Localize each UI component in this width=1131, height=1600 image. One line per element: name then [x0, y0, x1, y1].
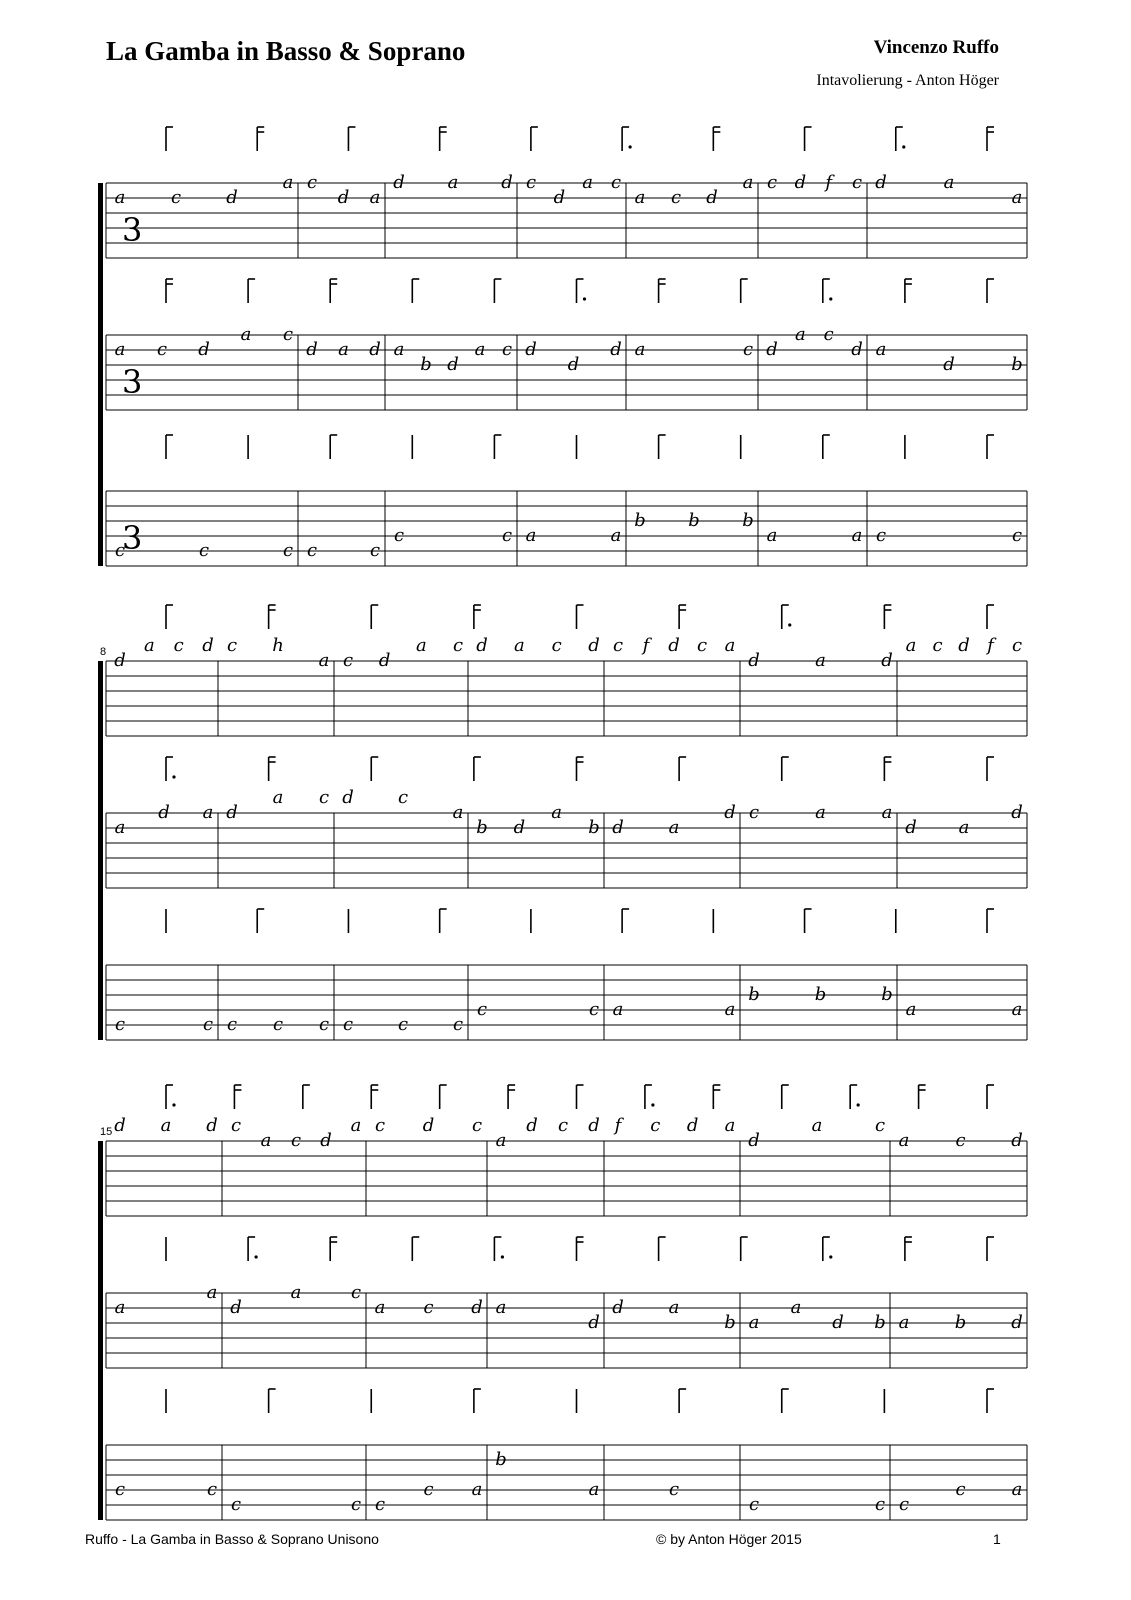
tab-letter: d [881, 650, 893, 671]
tab-letter: d [748, 650, 760, 671]
tab-letter: c [114, 1479, 126, 1500]
tab-letter: a [905, 999, 917, 1020]
tab-letter: a [898, 1130, 910, 1151]
tab-letter: a [811, 1115, 823, 1136]
tab-letter: d [422, 1115, 435, 1136]
tab-letter: b [634, 510, 646, 531]
time-signature: 3 [122, 363, 143, 401]
tab-letter: a [724, 999, 736, 1020]
footer-piece-info: Ruffo - La Gamba in Basso & Soprano Unisono [85, 1531, 379, 1547]
tab-letter: a [495, 1130, 507, 1151]
rhythm-dot [651, 1103, 654, 1106]
tab-letter: c [397, 787, 409, 808]
tab-letter: a [272, 787, 284, 808]
tab-letter: c [612, 635, 624, 656]
tab-letter: d [851, 339, 863, 360]
composer-name: Vincenzo Ruffo [873, 37, 999, 58]
tab-letter: c [306, 172, 318, 193]
tab-letter: a [851, 525, 863, 546]
tab-letter: b [874, 1312, 886, 1333]
tab-letter: d [447, 354, 459, 375]
tab-letter: c [374, 1115, 386, 1136]
tab-letter: d [1011, 1130, 1023, 1151]
tab-letter: a [206, 1282, 218, 1303]
tab-letter: a [875, 339, 887, 360]
tab-letter: d [525, 339, 537, 360]
tab-letter: a [881, 802, 893, 823]
tab-letter: a [742, 172, 754, 193]
tab-letter: d [1011, 802, 1023, 823]
rhythm-dot [788, 623, 791, 626]
rhythm-dot [902, 145, 905, 148]
tab-letter: d [724, 802, 736, 823]
tab-letter: f [987, 635, 994, 656]
tab-letter: c [823, 324, 834, 345]
tab-letter: c [206, 1479, 218, 1500]
tab-letter: d [766, 339, 778, 360]
tab-letter: f [614, 1115, 622, 1136]
tab-letter: a [452, 802, 464, 823]
system-bracket [98, 183, 103, 566]
time-signature: 3 [122, 211, 143, 249]
tab-letter: c [1011, 635, 1023, 656]
tab-letter: c [230, 1494, 242, 1515]
tab-letter: d [501, 172, 513, 193]
rhythm-dot [172, 1103, 175, 1106]
tab-letter: h [272, 635, 284, 656]
tab-letter: c [114, 1014, 126, 1035]
tab-letter: c [766, 172, 778, 193]
tab-letter: d [588, 1115, 600, 1136]
tab-letter: a [790, 1297, 802, 1318]
tab-letter: d [198, 339, 210, 360]
tab-letter: b [495, 1449, 507, 1470]
tab-letter: d [553, 187, 566, 208]
tab-letter: c [342, 650, 354, 671]
tab-letter: c [668, 1479, 680, 1500]
tab-letter: d [306, 339, 318, 360]
tab-letter: a [447, 172, 459, 193]
tab-letter: a [282, 172, 294, 193]
tab-letter: c [393, 525, 405, 546]
rhythm-dot [829, 1255, 832, 1258]
tab-letter: d [1011, 1312, 1023, 1333]
tab-letter: b [588, 817, 600, 838]
measure-number: 15 [100, 1126, 113, 1138]
tab-letter: d [588, 635, 600, 656]
tab-letter: c [551, 635, 562, 656]
tab-letter: d [686, 1115, 699, 1136]
tab-letter: c [557, 1115, 569, 1136]
tab-letter: c [670, 187, 682, 208]
tab-letter: c [610, 172, 622, 193]
tab-letter: c [170, 187, 182, 208]
tab-letter: c [874, 1494, 886, 1515]
tab-letter: a [114, 817, 126, 838]
tab-letter: a [1011, 999, 1023, 1020]
rhythm-dot [501, 1255, 504, 1258]
tab-letter: d [230, 1297, 242, 1318]
tab-letter: a [525, 525, 537, 546]
tab-letter: d [158, 802, 170, 823]
tab-letter: a [898, 1312, 910, 1333]
tab-letter: c [350, 1282, 362, 1303]
tab-letter: c [226, 1014, 238, 1035]
tab-letter: c [955, 1130, 966, 1151]
tab-letter: d [943, 354, 955, 375]
tab-letter: a [815, 802, 826, 823]
tab-letter: b [742, 510, 754, 531]
tab-letter: c [282, 324, 294, 345]
rhythm-dot [255, 1255, 258, 1258]
tab-letter: c [874, 1115, 886, 1136]
tab-letter: d [794, 172, 807, 193]
tab-letter: c [875, 525, 887, 546]
tab-letter: c [282, 540, 294, 561]
tab-letter: d [114, 1115, 126, 1136]
tab-letter: d [612, 817, 624, 838]
tab-letter: d [706, 187, 718, 208]
tab-letter: c [397, 1014, 409, 1035]
tab-letter: d [513, 817, 526, 838]
tab-letter: a [114, 339, 126, 360]
tab-letter: c [452, 635, 464, 656]
tab-letter: d [342, 787, 354, 808]
tab-letter: c [318, 787, 330, 808]
tab-letter: a [582, 172, 594, 193]
arranger-credit: Intavolierung - Anton Höger [816, 72, 999, 89]
tab-letter: a [290, 1282, 302, 1303]
tab-letter: a [766, 525, 778, 546]
tab-letter: c [476, 999, 488, 1020]
tab-letter: a [350, 1115, 362, 1136]
tab-letter: a [905, 635, 917, 656]
measure-number: 8 [100, 646, 107, 658]
tab-letter: a [393, 339, 405, 360]
tab-letter: d [668, 635, 680, 656]
time-signature: 3 [122, 519, 143, 557]
tab-letter: a [551, 802, 563, 823]
tab-letter: c [501, 525, 513, 546]
tab-letter: b [688, 510, 700, 531]
tab-letter: b [881, 984, 893, 1005]
rhythm-dot [583, 297, 586, 300]
tab-letter: c [696, 635, 708, 656]
tab-letter: a [748, 1312, 760, 1333]
tab-letter: c [290, 1130, 302, 1151]
tab-letter: c [748, 1494, 760, 1515]
tab-letter: b [1011, 354, 1023, 375]
tab-letter: d [337, 187, 350, 208]
tab-letter: c [588, 999, 600, 1020]
tab-letter: d [206, 1115, 218, 1136]
tab-letter: c [955, 1479, 966, 1500]
tab-letter: a [610, 525, 622, 546]
tab-letter: d [226, 802, 238, 823]
tab-letter: b [420, 354, 432, 375]
tab-letter: a [724, 1115, 736, 1136]
tab-letter: a [202, 802, 214, 823]
tab-letter: d [476, 635, 488, 656]
tab-letter: c [272, 1014, 284, 1035]
tab-letter: a [143, 635, 155, 656]
tab-letter: a [260, 1130, 272, 1151]
tab-letter: a [1011, 187, 1023, 208]
system-bracket [98, 661, 103, 1040]
tab-letter: c [525, 172, 537, 193]
tab-letter: c [202, 1014, 214, 1035]
tab-letter: c [898, 1494, 910, 1515]
tab-letter: a [338, 339, 349, 360]
tab-letter: a [318, 650, 330, 671]
tab-letter: a [1011, 1479, 1023, 1500]
tab-letter: a [634, 187, 646, 208]
tab-letter: d [748, 1130, 760, 1151]
tab-letter: a [943, 172, 955, 193]
rhythm-dot [857, 1103, 860, 1106]
tab-letter: c [932, 635, 943, 656]
tab-letter: c [748, 802, 760, 823]
system-bracket [98, 1141, 103, 1520]
tab-letter: d [369, 339, 381, 360]
tab-letter: a [474, 339, 486, 360]
tab-letter: a [114, 187, 126, 208]
tab-letter: c [423, 1479, 434, 1500]
tab-letter: a [471, 1479, 483, 1500]
tab-letter: c [114, 540, 126, 561]
tab-letter: f [825, 172, 833, 193]
page-title: La Gamba in Basso & Soprano [106, 36, 466, 66]
tab-letter: d [588, 1312, 600, 1333]
tab-letter: c [306, 540, 318, 561]
tab-letter: d [320, 1130, 332, 1151]
tab-letter: c [350, 1494, 362, 1515]
tab-letter: a [374, 1297, 386, 1318]
rhythm-dot [829, 297, 832, 300]
tab-letter: a [612, 999, 624, 1020]
tab-letter: a [958, 817, 970, 838]
tab-letter: c [369, 540, 381, 561]
tab-letter: c [374, 1494, 386, 1515]
tab-letter: b [954, 1312, 967, 1333]
tab-letter: a [815, 650, 826, 671]
tab-letter: b [814, 984, 827, 1005]
tab-letter: a [240, 324, 252, 345]
footer-copyright: © by Anton Höger 2015 [656, 1531, 802, 1547]
tab-letter: a [724, 635, 736, 656]
rhythm-dot [172, 775, 175, 778]
tab-letter: d [612, 1297, 624, 1318]
tab-letter: c [501, 339, 513, 360]
tab-letter: b [724, 1312, 736, 1333]
tab-letter: d [905, 817, 917, 838]
tab-letter: c [471, 1115, 483, 1136]
tab-letter: d [958, 635, 970, 656]
tab-letter: d [610, 339, 622, 360]
tab-letter: c [650, 1115, 661, 1136]
tab-letter: d [378, 650, 391, 671]
tab-letter: c [318, 1014, 330, 1035]
tab-letter: f [642, 635, 650, 656]
rhythm-dot [629, 145, 632, 148]
tab-letter: c [226, 635, 238, 656]
tab-letter: a [513, 635, 525, 656]
tab-letter: d [832, 1312, 844, 1333]
tab-letter: d [202, 635, 214, 656]
tab-letter: a [588, 1479, 600, 1500]
tab-letter: c [452, 1014, 464, 1035]
tab-letter: c [742, 339, 754, 360]
tab-letter: a [160, 1115, 172, 1136]
page-number: 1 [993, 1531, 1001, 1547]
tab-letter: a [668, 1297, 680, 1318]
tab-letter: a [369, 187, 381, 208]
tab-letter: a [114, 1297, 126, 1318]
tab-letter: a [495, 1297, 507, 1318]
tab-letter: a [415, 635, 427, 656]
tab-letter: c [173, 635, 184, 656]
tab-letter: d [875, 172, 887, 193]
tab-letter: d [114, 650, 126, 671]
tab-letter: b [476, 817, 488, 838]
tab-letter: d [567, 354, 580, 375]
tab-letter: d [226, 187, 238, 208]
tab-letter: b [748, 984, 760, 1005]
tab-letter: c [423, 1297, 434, 1318]
tab-letter: d [471, 1297, 483, 1318]
tab-letter: c [851, 172, 863, 193]
tab-letter: c [1011, 525, 1023, 546]
tab-letter: a [668, 817, 680, 838]
tab-letter: d [393, 172, 405, 193]
tab-letter: c [198, 540, 210, 561]
tab-letter: a [634, 339, 646, 360]
tab-letter: c [230, 1115, 242, 1136]
tab-letter: a [794, 324, 806, 345]
tab-letter: d [526, 1115, 538, 1136]
tab-letter: c [156, 339, 168, 360]
tab-letter: c [342, 1014, 354, 1035]
